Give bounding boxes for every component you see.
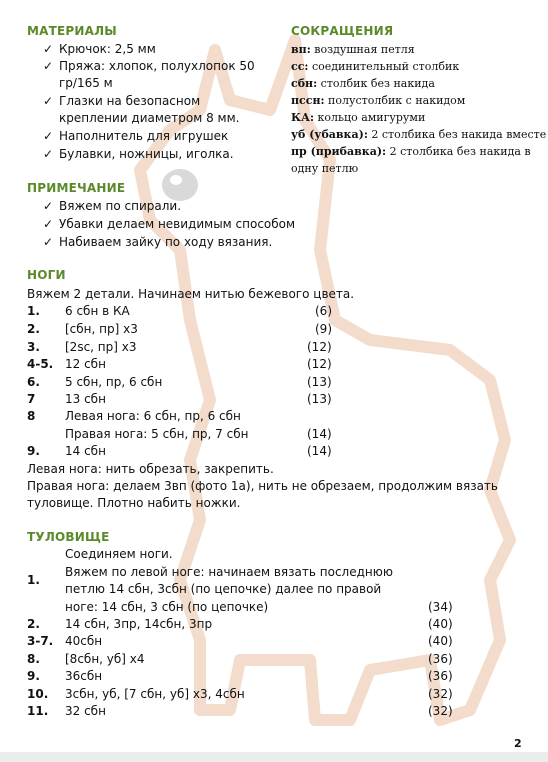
row-count: (12) (307, 357, 332, 371)
row-count: (14) (307, 427, 332, 441)
row-instruction: 13 сбн (65, 392, 106, 406)
row-instruction: 36сбн (65, 669, 103, 683)
row-number: 3. (27, 340, 40, 354)
checkmark-icon: ✓ (43, 59, 54, 73)
row-count: (12) (307, 340, 332, 354)
row-number: 11. (27, 704, 49, 718)
list-item: ✓ Крючок: 2,5 мм (43, 42, 156, 56)
row-count: (13) (307, 375, 332, 389)
row-number: 8 (27, 409, 36, 423)
page-number: 2 (514, 737, 522, 750)
checkmark-icon: ✓ (43, 217, 54, 231)
checkmark-icon: ✓ (43, 147, 54, 161)
abbreviations-heading: СОКРАЩЕНИЯ (291, 24, 394, 38)
row-instruction: Вяжем по левой ноге: начинаем вязать последнюю (65, 565, 393, 579)
abbreviation-item: уб (убавка): 2 столбика без накида вместе (291, 128, 547, 141)
row-instruction: [2sc, пр] х3 (65, 340, 137, 354)
row-count: (14) (307, 444, 332, 458)
row-count: (36) (428, 652, 453, 666)
checkmark-icon: ✓ (43, 199, 54, 213)
row-number: 2. (27, 617, 40, 631)
abbreviation-item: КА: кольцо амигуруми (291, 111, 426, 124)
page-bottom-band (0, 752, 548, 762)
abbreviation-item: сс: соединительный столбик (291, 60, 460, 73)
row-count: (13) (307, 392, 332, 406)
row-instruction: ноге: 14 сбн, 3 сбн (по цепочке) (65, 600, 269, 614)
row-count: (32) (428, 704, 453, 718)
row-instruction: 40сбн (65, 634, 103, 648)
row-number: 9. (27, 444, 40, 458)
row-instruction: 3сбн, уб, [7 сбн, уб] х3, 4сбн (65, 687, 245, 701)
legs-after-right: Правая нога: делаем 3вп (фото 1а), нить не обрезаем, продолжим вязать (27, 479, 498, 493)
list-item: ✓ Булавки, ножницы, иголка. (43, 147, 234, 161)
row-number: 9. (27, 669, 40, 683)
materials-heading: МАТЕРИАЛЫ (27, 24, 117, 38)
checkmark-icon: ✓ (43, 129, 54, 143)
row-number: 7 (27, 392, 36, 406)
row-number: 10. (27, 687, 49, 701)
row-number: 4-5. (27, 357, 54, 371)
body-heading: ТУЛОВИЩЕ (27, 530, 110, 544)
row-instruction: Левая нога: 6 сбн, пр, 6 сбн (65, 409, 241, 423)
row-count: (40) (428, 617, 453, 631)
list-item-continuation: креплении диаметром 8 мм. (59, 111, 240, 125)
legs-intro: Вяжем 2 детали. Начинаем нитью бежевого цвета. (27, 287, 355, 301)
row-count: (34) (428, 600, 453, 614)
row-instruction: 6 сбн в КА (65, 304, 130, 318)
abbreviation-item-continuation: одну петлю (291, 162, 359, 175)
list-item: ✓ Убавки делаем невидимым способом (43, 217, 296, 231)
abbreviation-item: пссн: полустолбик с накидом (291, 94, 466, 107)
list-item: ✓ Пряжа: хлопок, полухлопок 50 (43, 59, 255, 73)
row-instruction: [сбн, пр] х3 (65, 322, 138, 336)
row-number: 1. (27, 573, 40, 587)
abbreviation-item: вп: воздушная петля (291, 43, 415, 56)
row-instruction: Правая нога: 5 сбн, пр, 7 сбн (65, 427, 249, 441)
row-instruction: [8сбн, уб] х4 (65, 652, 145, 666)
row-count: (36) (428, 669, 453, 683)
list-item: ✓ Наполнитель для игрушек (43, 129, 229, 143)
row-number: 1. (27, 304, 40, 318)
row-number: 2. (27, 322, 40, 336)
list-item: ✓ Набиваем зайку по ходу вязания. (43, 235, 273, 249)
legs-after-left: Левая нога: нить обрезать, закрепить. (27, 462, 274, 476)
abbreviation-item: сбн: столбик без накида (291, 77, 435, 90)
row-number: 6. (27, 375, 40, 389)
legs-after-right-continued: туловище. Плотно набить ножки. (27, 496, 241, 510)
list-item: ✓ Глазки на безопасном (43, 94, 201, 108)
row-count: (6) (315, 304, 332, 318)
row-number: 3-7. (27, 634, 54, 648)
row-count: (9) (315, 322, 332, 336)
legs-heading: НОГИ (27, 268, 66, 282)
abbreviation-item: пр (прибавка): 2 столбика без накида в (291, 145, 531, 158)
row-instruction: 12 сбн (65, 357, 106, 371)
row-instruction: 5 сбн, пр, 6 сбн (65, 375, 163, 389)
row-count: (32) (428, 687, 453, 701)
row-instruction: 14 сбн (65, 444, 106, 458)
note-heading: ПРИМЕЧАНИЕ (27, 181, 126, 195)
row-instruction: 32 сбн (65, 704, 106, 718)
checkmark-icon: ✓ (43, 42, 54, 56)
row-number: 8. (27, 652, 40, 666)
row-count: (40) (428, 634, 453, 648)
row-instruction: петлю 14 сбн, 3сбн (по цепочке) далее по правой (65, 582, 382, 596)
row-instruction: 14 сбн, 3пр, 14сбн, 3пр (65, 617, 213, 631)
list-item: ✓ Вяжем по спирали. (43, 199, 182, 213)
list-item-continuation: гр/165 м (59, 76, 113, 90)
checkmark-icon: ✓ (43, 94, 54, 108)
row-instruction: Соединяем ноги. (65, 547, 173, 561)
checkmark-icon: ✓ (43, 235, 54, 249)
